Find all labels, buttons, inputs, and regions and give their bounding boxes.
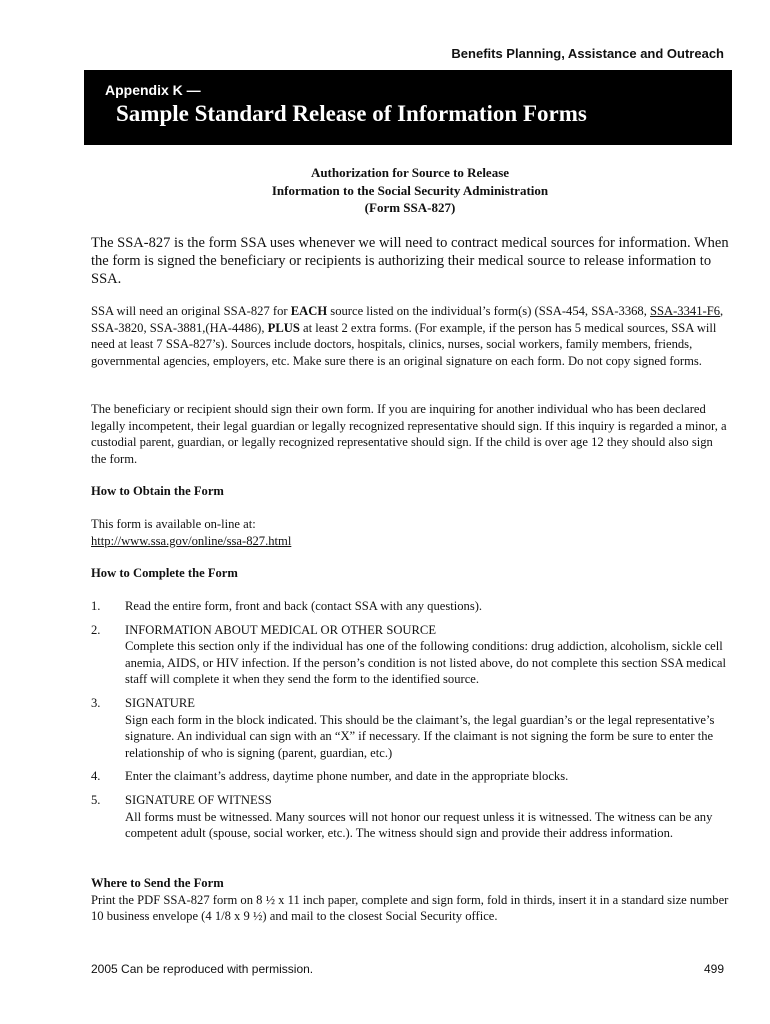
page-title: Sample Standard Release of Information Forms bbox=[116, 101, 587, 126]
list-item bbox=[91, 598, 731, 615]
p1-text-a: SSA will need an original SSA-827 for bbox=[91, 304, 291, 318]
step-body: Sign each form in the block indicated. This should be the claimant’s, the legal guardian’s or the legal representative’s signature. An individual can sign with an “X” if necessary. If the claimant is not signing the form be sure to enter the relationship of who is signing (parent, guardian, etc.) bbox=[125, 712, 715, 760]
step-title: SIGNATURE OF WITNESS bbox=[125, 792, 272, 807]
step-number: 1. bbox=[91, 599, 101, 613]
list-item bbox=[91, 695, 731, 761]
footer-permission: 2005 Can be reproduced with permission. bbox=[91, 962, 314, 976]
ssa-827-link[interactable]: http://www.ssa.gov/online/ssa-827.html bbox=[91, 533, 292, 548]
original-forms-paragraph bbox=[91, 303, 731, 369]
list-item bbox=[91, 792, 731, 842]
step-body: Read the entire form, front and back (contact SSA with any questions). bbox=[125, 599, 483, 613]
obtain-text: This form is available on-line at: bbox=[91, 517, 256, 531]
p1-text-g: at least 2 extra forms. (For example, if the person has 5 medical sources, SSA will need at least 7 SSA-827’s). Sources include doctors, hospitals, clinics, nurses, social workers, family members, friends, governmental agencies, employers, etc. Make sure there is an original signature on each form. Do not copy signed forms. bbox=[91, 320, 717, 368]
p1-form-ref: SSA-3341-F6 bbox=[650, 304, 720, 318]
send-section bbox=[91, 875, 731, 925]
list-item bbox=[91, 622, 731, 688]
step-body: All forms must be witnessed. Many sources will not honor our request unless it is witnessed. The witness can be any competent adult (spouse, social worker, etc.). The witness should sign and provide their address information. bbox=[125, 809, 713, 841]
appendix-label: Appendix K — bbox=[105, 82, 201, 98]
form-heading-line1: Authorization for Source to Release bbox=[310, 165, 510, 180]
intro-paragraph: The SSA-827 is the form SSA uses whenever we will need to contract medical sources for information. When the form is signed the beneficiary or recipients is authorizing their medical source to release information to SSA. bbox=[91, 235, 729, 287]
step-number: 2. bbox=[91, 622, 101, 637]
instruction-list bbox=[91, 598, 731, 849]
p1-text-e: , SSA-3820, SSA-3881,(HA-4486), bbox=[91, 304, 724, 335]
step-title: SIGNATURE bbox=[125, 695, 195, 710]
p1-plus: PLUS bbox=[267, 320, 300, 335]
title-banner bbox=[84, 70, 732, 145]
list-item bbox=[91, 768, 731, 785]
step-number: 5. bbox=[91, 792, 101, 807]
step-body: Complete this section only if the individual has one of the following conditions: drug addiction, alcoholism, sickle cell anemia, AIDS, or HIV infection. If the person’s condition is not listed above, do not complete this section SSA medical staff will complete it when they send the form to the identified source. bbox=[125, 639, 727, 687]
form-heading bbox=[90, 164, 730, 217]
send-text: Print the PDF SSA-827 form on 8 ½ x 11 inch paper, complete and sign form, fold in thirds, insert it in a standard size number 10 business envelope (4 1/8 x 9 ½) and mail to the closest Social Security office. bbox=[91, 892, 729, 924]
complete-heading: How to Complete the Form bbox=[91, 566, 238, 580]
step-title: INFORMATION ABOUT MEDICAL OR OTHER SOURCE bbox=[125, 622, 437, 637]
p1-each: EACH bbox=[290, 304, 328, 318]
form-heading-line2: Information to the Social Security Administration bbox=[271, 182, 549, 198]
step-number: 4. bbox=[91, 769, 101, 784]
obtain-heading: How to Obtain the Form bbox=[91, 484, 224, 498]
step-body: Enter the claimant’s address, daytime phone number, and date in the appropriate blocks. bbox=[125, 769, 569, 784]
form-heading-line3: (Form SSA-827) bbox=[364, 200, 456, 215]
step-number: 3. bbox=[91, 695, 101, 710]
running-header: Benefits Planning, Assistance and Outreach bbox=[451, 46, 724, 61]
p1-text-c: source listed on the individual’s form(s) (SSA-454, SSA-3368, bbox=[327, 304, 651, 318]
obtain-section bbox=[91, 516, 731, 549]
page-number: 499 bbox=[703, 962, 724, 976]
send-heading: Where to Send the Form bbox=[91, 876, 224, 890]
who-signs-paragraph: The beneficiary or recipient should sign their own form. If you are inquiring for another individual who has been declared legally incompetent, their legal guardian or legally recognized representative should sign. If this inquiry is regarded a minor, a custodial parent, guardian, or legally recognized representative should sign. If the child is over age 12 they should also sign the form. bbox=[91, 402, 727, 466]
